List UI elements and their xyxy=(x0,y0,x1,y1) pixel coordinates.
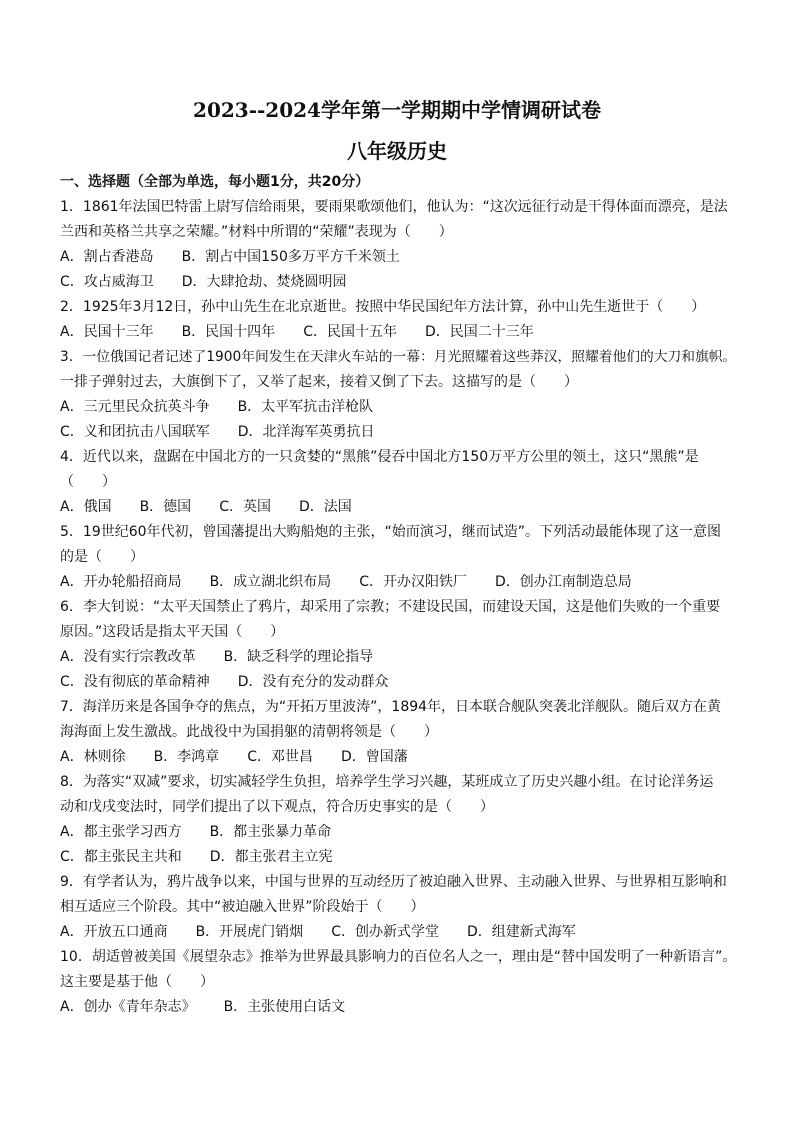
question-3-text: 3．一位俄国记者记述了1900年间发生在天津火车站的一幕：月光照耀着这些莽汉，照耀着他们的大刀和旗帜。 xyxy=(60,349,737,365)
question-8-options xyxy=(60,845,746,870)
answer-option: A．割占香港岛 xyxy=(60,249,154,265)
answer-option: B．成立湖北织布局 xyxy=(209,574,332,590)
answer-option: A．都主张学习西方 xyxy=(60,824,182,840)
answer-option: D．组建新式海军 xyxy=(466,924,576,940)
exam-subtitle: 八年级历史 xyxy=(347,139,447,163)
answer-option: B．德国 xyxy=(139,499,192,515)
question-6-options xyxy=(60,670,746,695)
answer-option: A．民国十三年 xyxy=(60,324,154,340)
question-10-text: 这主要是基于他（ ） xyxy=(60,974,214,990)
answer-option: B．开展虎门销烟 xyxy=(195,924,304,940)
question-5-text: 的是（ ） xyxy=(60,549,144,565)
answer-option: B．割占中国150多万平方千米领土 xyxy=(181,249,400,265)
question-7-text: 7．海洋历来是各国争夺的焦点，为“开拓万里波涛”，1894年，日本联合舰队突袭北洋舰队。随后双方在黄 xyxy=(60,699,722,715)
question-9-options xyxy=(60,920,746,945)
answer-option: A．林则徐 xyxy=(60,749,126,765)
question-1-options xyxy=(60,245,746,270)
question-3-options xyxy=(60,420,746,445)
question-7-text: 海海面上发生激战。此战役中为国捐躯的清朝将领是（ ） xyxy=(60,724,438,740)
question-9-text: 9．有学者认为，鸦片战争以来，中国与世界的互动经历了被迫融入世界、主动融入世界、与世界相互影响和 xyxy=(60,874,727,890)
question-6-text: 6．李大钊说：“太平天国禁止了鸦片，却采用了宗教；不建设民国，而建设天国，这是他们失败的一个重要 xyxy=(60,599,721,615)
answer-option: B．民国十四年 xyxy=(181,324,276,340)
answer-option: D．北洋海军英勇抗日 xyxy=(237,424,375,440)
question-2-text: 2．1925年3月12日，孙中山先生在北京逝世。按照中华民国纪年方法计算，孙中山先生逝世于（ ） xyxy=(60,299,706,315)
answer-option: A．俄国 xyxy=(60,499,112,515)
answer-option: D．大肆抢劫、焚烧圆明园 xyxy=(181,274,347,290)
answer-option: C．攻占威海卫 xyxy=(60,274,154,290)
answer-option: D．民国二十三年 xyxy=(424,324,534,340)
answer-option: C．英国 xyxy=(219,499,271,515)
answer-option: D．曾国藩 xyxy=(340,749,408,765)
question-9-text: 相互适应三个阶段。其中“被迫融入世界”阶段始于（ ） xyxy=(60,899,425,915)
answer-option: A．开放五口通商 xyxy=(60,924,168,940)
question-4-text: 4．近代以来，盘踞在中国北方的一只贪婪的“黑熊”侵吞中国北方150万平方公里的领土，这只“黑熊”是 xyxy=(60,449,699,465)
answer-option: C．没有彻底的革命精神 xyxy=(60,674,210,690)
answer-option: B．太平军抗击洋枪队 xyxy=(237,399,374,415)
question-10-text: 10．胡适曾被美国《展望杂志》推举为世界最具影响力的百位名人之一，理由是“替中国发明了一种新语言”。 xyxy=(60,949,737,965)
answer-option: B．缺乏科学的理论指导 xyxy=(223,649,374,665)
question-5-options xyxy=(60,570,746,595)
answer-option: B．主张使用白话文 xyxy=(223,999,346,1015)
question-8-options xyxy=(60,820,746,845)
answer-option: C．义和团抗击八国联军 xyxy=(60,424,210,440)
answer-option: A．没有实行宗教改革 xyxy=(60,649,196,665)
question-1-options xyxy=(60,270,746,295)
question-6-options xyxy=(60,645,746,670)
question-1-text: 兰西和英格兰共享之荣耀。”材料中所谓的“荣耀”表现为（ ） xyxy=(60,224,453,240)
answer-option: D．没有充分的发动群众 xyxy=(237,674,389,690)
question-10-options xyxy=(60,995,746,1020)
answer-option: D．法国 xyxy=(298,499,352,515)
question-7-options xyxy=(60,745,746,770)
question-1-text: 1．1861年法国巴特雷上尉写信给雨果，要雨果歌颂他们，他认为：“这次远征行动是干得体面而漂亮，是法 xyxy=(60,199,728,215)
answer-option: C．创办新式学堂 xyxy=(331,924,439,940)
question-area xyxy=(60,170,746,1020)
question-5-text: 5．19世纪60年代初，曾国藩提出大购船炮的主张，“始而演习，继而试造”。下列活动最能体现了这一意图 xyxy=(60,524,722,540)
question-3-options xyxy=(60,395,746,420)
question-8-text: 动和戊戌变法时，同学们提出了以下观点，符合历史事实的是（ ） xyxy=(60,799,494,815)
answer-option: C．邓世昌 xyxy=(247,749,313,765)
answer-option: D．创办江南制造总局 xyxy=(494,574,632,590)
exam-title: 2023--2024学年第一学期期中学情调研试卷 xyxy=(193,98,601,122)
question-4-text: （ ） xyxy=(60,474,116,490)
question-6-text: 原因。”这段话是指太平天国（ ） xyxy=(60,624,285,640)
answer-option: C．都主张民主共和 xyxy=(60,849,182,865)
question-3-text: 一排子弹射过去，大旗倒下了，又举了起来，接着又倒了下去。这描写的是（ ） xyxy=(60,374,578,390)
answer-option: A．开办轮船招商局 xyxy=(60,574,182,590)
answer-option: A．三元里民众抗英斗争 xyxy=(60,399,210,415)
question-2-options xyxy=(60,320,746,345)
answer-option: B．都主张暴力革命 xyxy=(209,824,332,840)
answer-option: D．都主张君主立宪 xyxy=(209,849,333,865)
question-4-options xyxy=(60,495,746,520)
answer-option: B．李鸿章 xyxy=(153,749,220,765)
section-heading: 一、选择题（全部为单选，每小题1分，共20分） xyxy=(60,174,370,190)
answer-option: A．创办《青年杂志》 xyxy=(60,999,196,1015)
answer-option: C．开办汉阳铁厂 xyxy=(359,574,467,590)
question-8-text: 8．为落实“双减”要求，切实减轻学生负担，培养学生学习兴趣，某班成立了历史兴趣小组。在讨论洋务运 xyxy=(60,774,714,790)
answer-option: C．民国十五年 xyxy=(303,324,397,340)
